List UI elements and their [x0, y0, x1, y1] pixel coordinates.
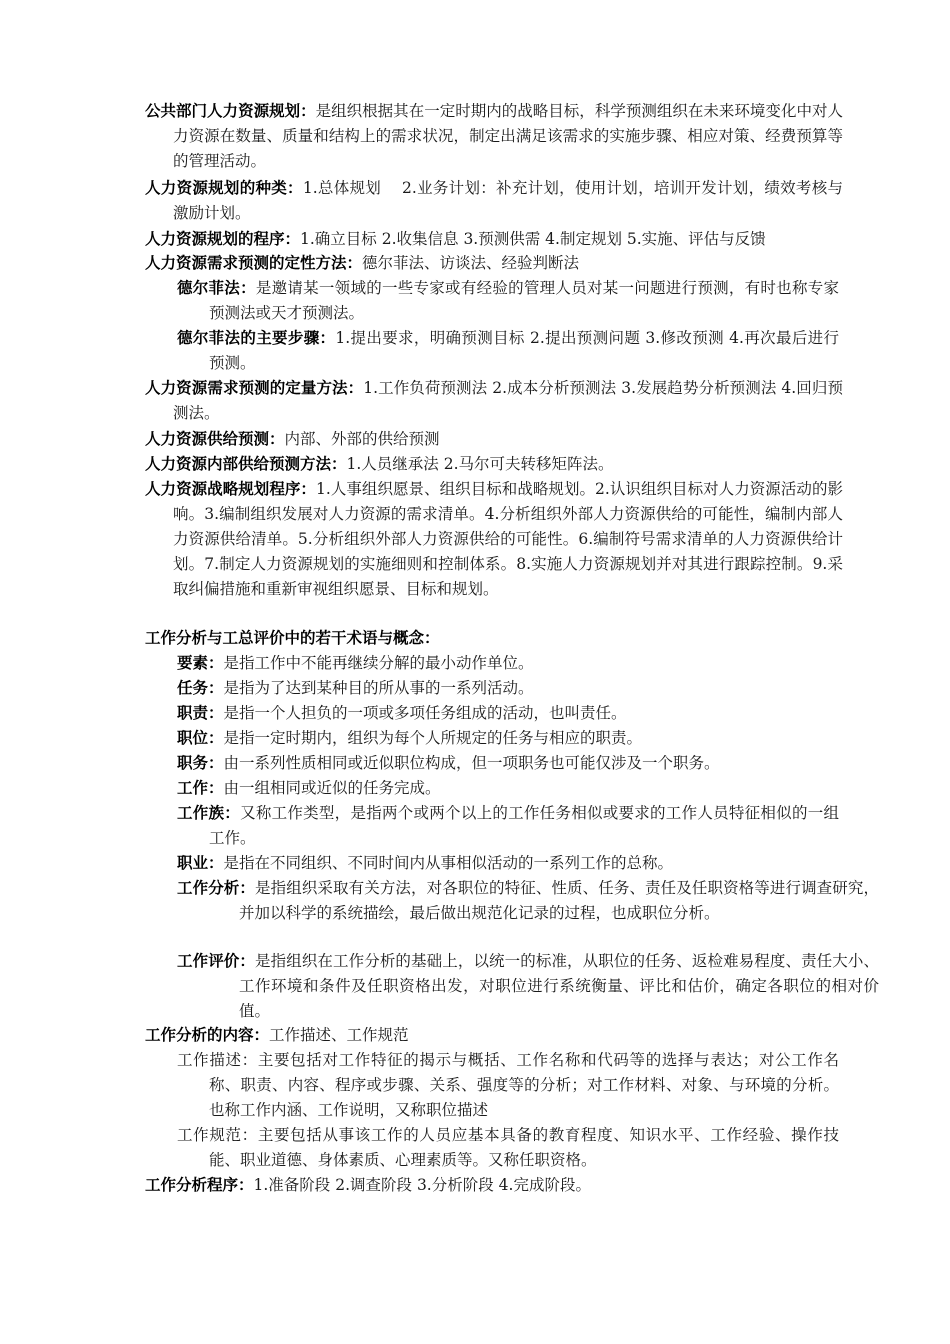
entry-strategic-planning-procedure [145, 477, 843, 602]
term: 要素： [177, 654, 224, 672]
term: 人力资源战略规划程序： [145, 480, 316, 498]
term: 德尔菲法的主要步骤： [177, 329, 336, 347]
definition: 德尔菲法、访谈法、经验判断法 [362, 254, 580, 272]
entry-planning-procedure [145, 227, 843, 252]
definition: 1.总体规划 2.业务计划：补充计划，使用计划，培训开发计划，绩效考核与激励计划。 [173, 179, 843, 222]
definition: 是指组织在工作分析的基础上，以统一的标准，从职位的任务、返检难易程度、责任大小、工作环境和条件及任职资格出发，对职位进行系统衡量、评比和估价，确定各职位的相对价值。 [239, 952, 879, 1020]
entry-job-description [177, 1048, 839, 1123]
term: 工作规范： [177, 1126, 258, 1144]
entry-job [177, 776, 839, 801]
definition: 是指为了达到某种目的所从事的一系列活动。 [223, 679, 534, 697]
entry-position [177, 726, 839, 751]
term: 人力资源供给预测： [145, 430, 285, 448]
entry-job-analysis-content [145, 1023, 843, 1048]
definition: 1.提出要求，明确预测目标 2.提出预测问题 3.修改预测 4.再次最后进行预测。 [209, 329, 839, 372]
entry-public-hr-planning [145, 99, 843, 174]
definition: 1.人事组织愿景、组织目标和战略规划。2.认识组织目标对人力资源活动的影响。3.编制组织发展对人力资源的需求清单。4.分析组织外部人力资源供给的可能性，编制内部人力资源供给清单。5.分析组织外部人力资源供给的可能性。6.编制符号需求清单的人力资源供给计划。7.制定人力资源规划的实施细则和控制体系。8.实施人力资源规划并对其进行跟踪控制。9.采取纠偏措施和重新审视组织愿景、目标和规划。 [173, 480, 843, 598]
entry-occupation [177, 851, 839, 876]
definition: 1.确立目标 2.收集信息 3.预测供需 4.制定规划 5.实施、评估与反馈 [300, 230, 766, 248]
term: 工作族： [177, 804, 241, 822]
term: 工作： [177, 779, 224, 797]
term: 任务： [177, 679, 224, 697]
definition: 又称工作类型，是指两个或两个以上的工作任务相似或要求的工作人员特征相似的一组工作。 [209, 804, 839, 847]
entry-delphi-steps [177, 326, 839, 376]
term: 工作描述： [177, 1051, 258, 1069]
entry-delphi [177, 276, 839, 326]
term: 工作评价： [177, 952, 256, 970]
entry-job-family [177, 801, 839, 851]
definition: 工作描述、工作规范 [269, 1026, 409, 1044]
definition: 是指组织采取有关方法，对各职位的特征、性质、任务、责任及任职资格等进行调查研究，并加以科学的系统描绘，最后做出规范化记录的过程，也成职位分析。 [239, 879, 879, 922]
definition: 是指工作中不能再继续分解的最小动作单位。 [223, 654, 534, 672]
term: 工作分析与工总评价中的若干术语与概念： [145, 629, 440, 647]
term: 公共部门人力资源规划： [145, 102, 316, 120]
definition: 由一组相同或近似的任务完成。 [223, 779, 441, 797]
definition: 主要包括从事该工作的人员应基本具备的教育程度、知识水平、工作经验、操作技能、职业道德、身体素质、心理素质等。又称任职资格。 [209, 1126, 839, 1169]
term: 人力资源需求预测的定量方法： [145, 379, 364, 397]
entry-job-specification [177, 1123, 839, 1173]
definition: 是指在不同组织、不同时间内从事相似活动的一系列工作的总称。 [223, 854, 674, 872]
entry-job-evaluation [177, 949, 879, 1024]
entry-quantitative-methods [145, 376, 843, 426]
definition: 是指一定时期内，组织为每个人所规定的任务与相应的职责。 [223, 729, 643, 747]
definition: 内部、外部的供给预测 [284, 430, 440, 448]
term: 工作分析程序： [145, 1176, 254, 1194]
definition: 1.工作负荷预测法 2.成本分析预测法 3.发展趋势分析预测法 4.回归预测法。 [173, 379, 843, 422]
entry-supply-forecast [145, 427, 843, 452]
term: 人力资源需求预测的定性方法： [145, 254, 363, 272]
term: 工作分析： [177, 879, 256, 897]
entry-qualitative-methods [145, 251, 843, 276]
definition: 是组织根据其在一定时期内的战略目标，科学预测组织在未来环境变化中对人力资源在数量、质量和结构上的需求状况，制定出满足该需求的实施步骤、相应对策、经费预算等的管理活动。 [173, 102, 843, 170]
term: 德尔菲法： [177, 279, 256, 297]
definition: 由一系列性质相同或近似职位构成，但一项职务也可能仅涉及一个职务。 [223, 754, 720, 772]
entry-element [177, 651, 839, 676]
term: 人力资源规划的种类： [145, 179, 303, 197]
term: 工作分析的内容： [145, 1026, 270, 1044]
entry-duty [177, 701, 839, 726]
term: 职责： [177, 704, 224, 722]
entry-post [177, 751, 839, 776]
definition: 1.人员继承法 2.马尔可夫转移矩阵法。 [346, 455, 614, 473]
definition: 1.准备阶段 2.调查阶段 3.分析阶段 4.完成阶段。 [253, 1176, 591, 1194]
section-heading-job-analysis-terms [145, 626, 843, 651]
definition: 主要包括对工作特征的揭示与概括、工作名称和代码等的选择与表达；对公工作名称、职责、内容、程序或步骤、关系、强度等的分析；对工作材料、对象、与环境的分析。也称工作内涵、工作说明，又称职位描述 [209, 1051, 839, 1119]
term: 人力资源内部供给预测方法： [145, 455, 347, 473]
entry-planning-types [145, 176, 843, 226]
entry-job-analysis [177, 876, 879, 926]
entry-internal-supply-methods [145, 452, 843, 477]
term: 职业： [177, 854, 224, 872]
term: 人力资源规划的程序： [145, 230, 301, 248]
definition: 是指一个人担负的一项或多项任务组成的活动，也叫责任。 [223, 704, 627, 722]
entry-task [177, 676, 839, 701]
definition: 是邀请某一领域的一些专家或有经验的管理人员对某一问题进行预测，有时也称专家预测法或天才预测法。 [209, 279, 839, 322]
entry-job-analysis-procedure [145, 1173, 843, 1198]
term: 职务： [177, 754, 224, 772]
term: 职位： [177, 729, 224, 747]
